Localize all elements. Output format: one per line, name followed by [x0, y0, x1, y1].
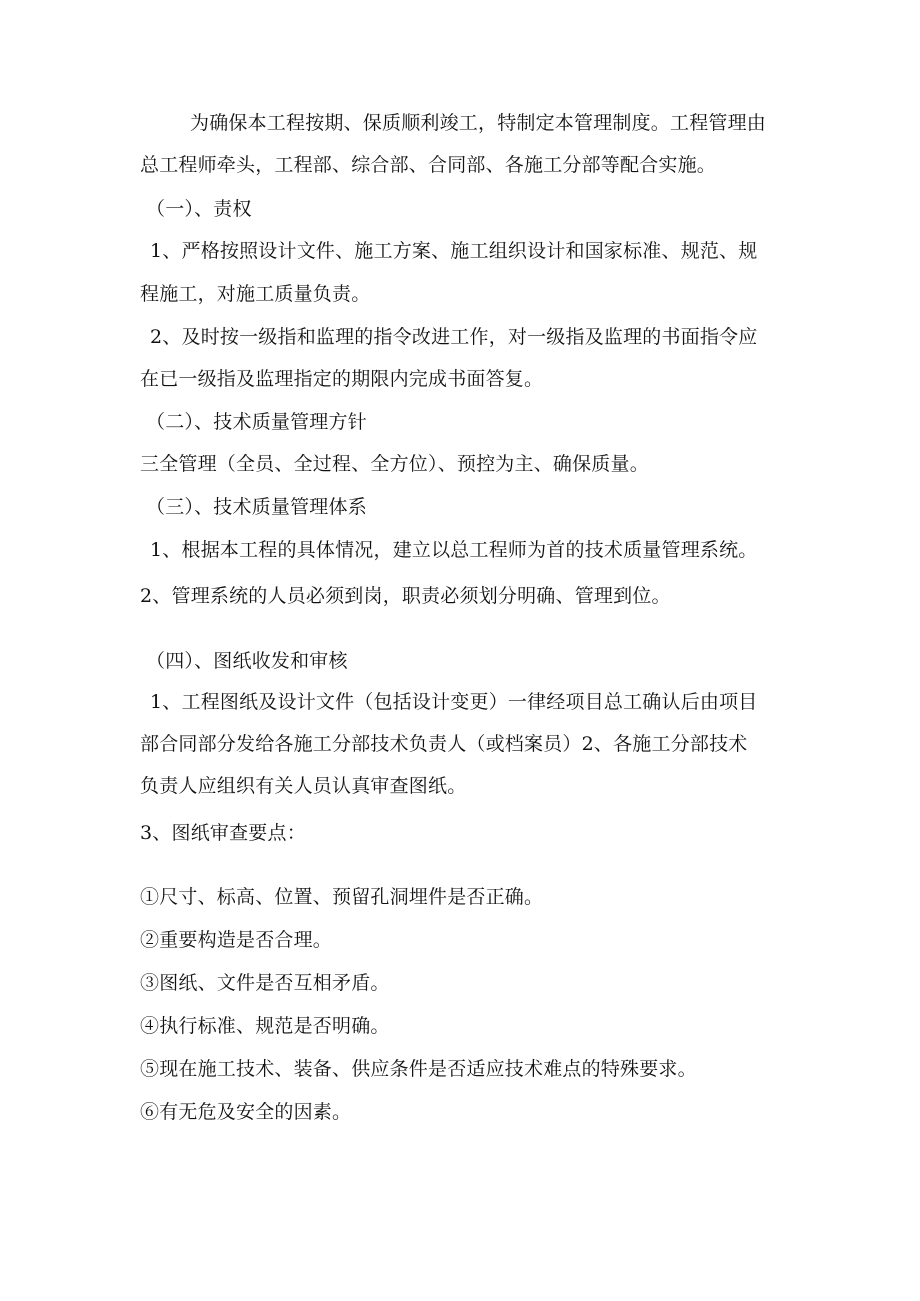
section1-item1-line-1: 1、严格按照设计文件、施工方案、施工组织设计和国家标准、规范、规 [150, 240, 758, 262]
section1-item2-line-2: 在已一级指及监理指定的期限内完成书面答复。 [140, 368, 544, 390]
section-heading-1: （一）、责权 [146, 198, 252, 220]
section4-item1-line-1: 1、工程图纸及设计文件（包括设计变更）一律经项目总工确认后由项目 [150, 691, 758, 713]
section-heading-4: （四）、图纸收发和审核 [146, 650, 348, 672]
section-heading-3: （三）、技术质量管理体系 [146, 496, 367, 518]
section1-item2-line-1: 2、及时按一级指和监理的指令改进工作，对一级指及监理的书面指令应 [150, 326, 758, 348]
section4-item1-line-2: 部合同部分发给各施工分部技术负责人（或档案员）2、各施工分部技术 [140, 733, 748, 755]
review-point-3: ③图纸、文件是否互相矛盾。 [140, 972, 390, 994]
section4-item3: 3、图纸审查要点： [140, 822, 306, 844]
section3-item2: 2、管理系统的人员必须到岗，职责必须划分明确、管理到位。 [140, 585, 671, 607]
review-point-6: ⑥有无危及安全的因素。 [140, 1101, 352, 1123]
review-point-5: ⑤现在施工技术、装备、供应条件是否适应技术难点的特殊要求。 [140, 1058, 697, 1080]
section4-item2-line-3: 负责人应组织有关人员认真审查图纸。 [140, 775, 467, 797]
review-point-4: ④执行标准、规范是否明确。 [140, 1015, 390, 1037]
intro-paragraph-line-2: 总工程师牵头，工程部、综合部、合同部、各施工分部等配合实施。 [140, 154, 717, 176]
section3-item1: 1、根据本工程的具体情况，建立以总工程师为首的技术质量管理系统。 [150, 539, 758, 561]
intro-paragraph-line-1: 为确保本工程按期、保质顺利竣工，特制定本管理制度。工程管理由 [190, 112, 767, 134]
review-point-1: ①尺寸、标高、位置、预留孔洞埋件是否正确。 [140, 886, 544, 908]
section1-item1-line-2: 程施工，对施工质量负责。 [140, 283, 371, 305]
review-point-2: ②重要构造是否合理。 [140, 929, 333, 951]
section-heading-2: （二）、技术质量管理方针 [146, 411, 367, 433]
section2-text: 三全管理（全员、全过程、全方位）、预控为主、确保质量。 [140, 453, 649, 475]
